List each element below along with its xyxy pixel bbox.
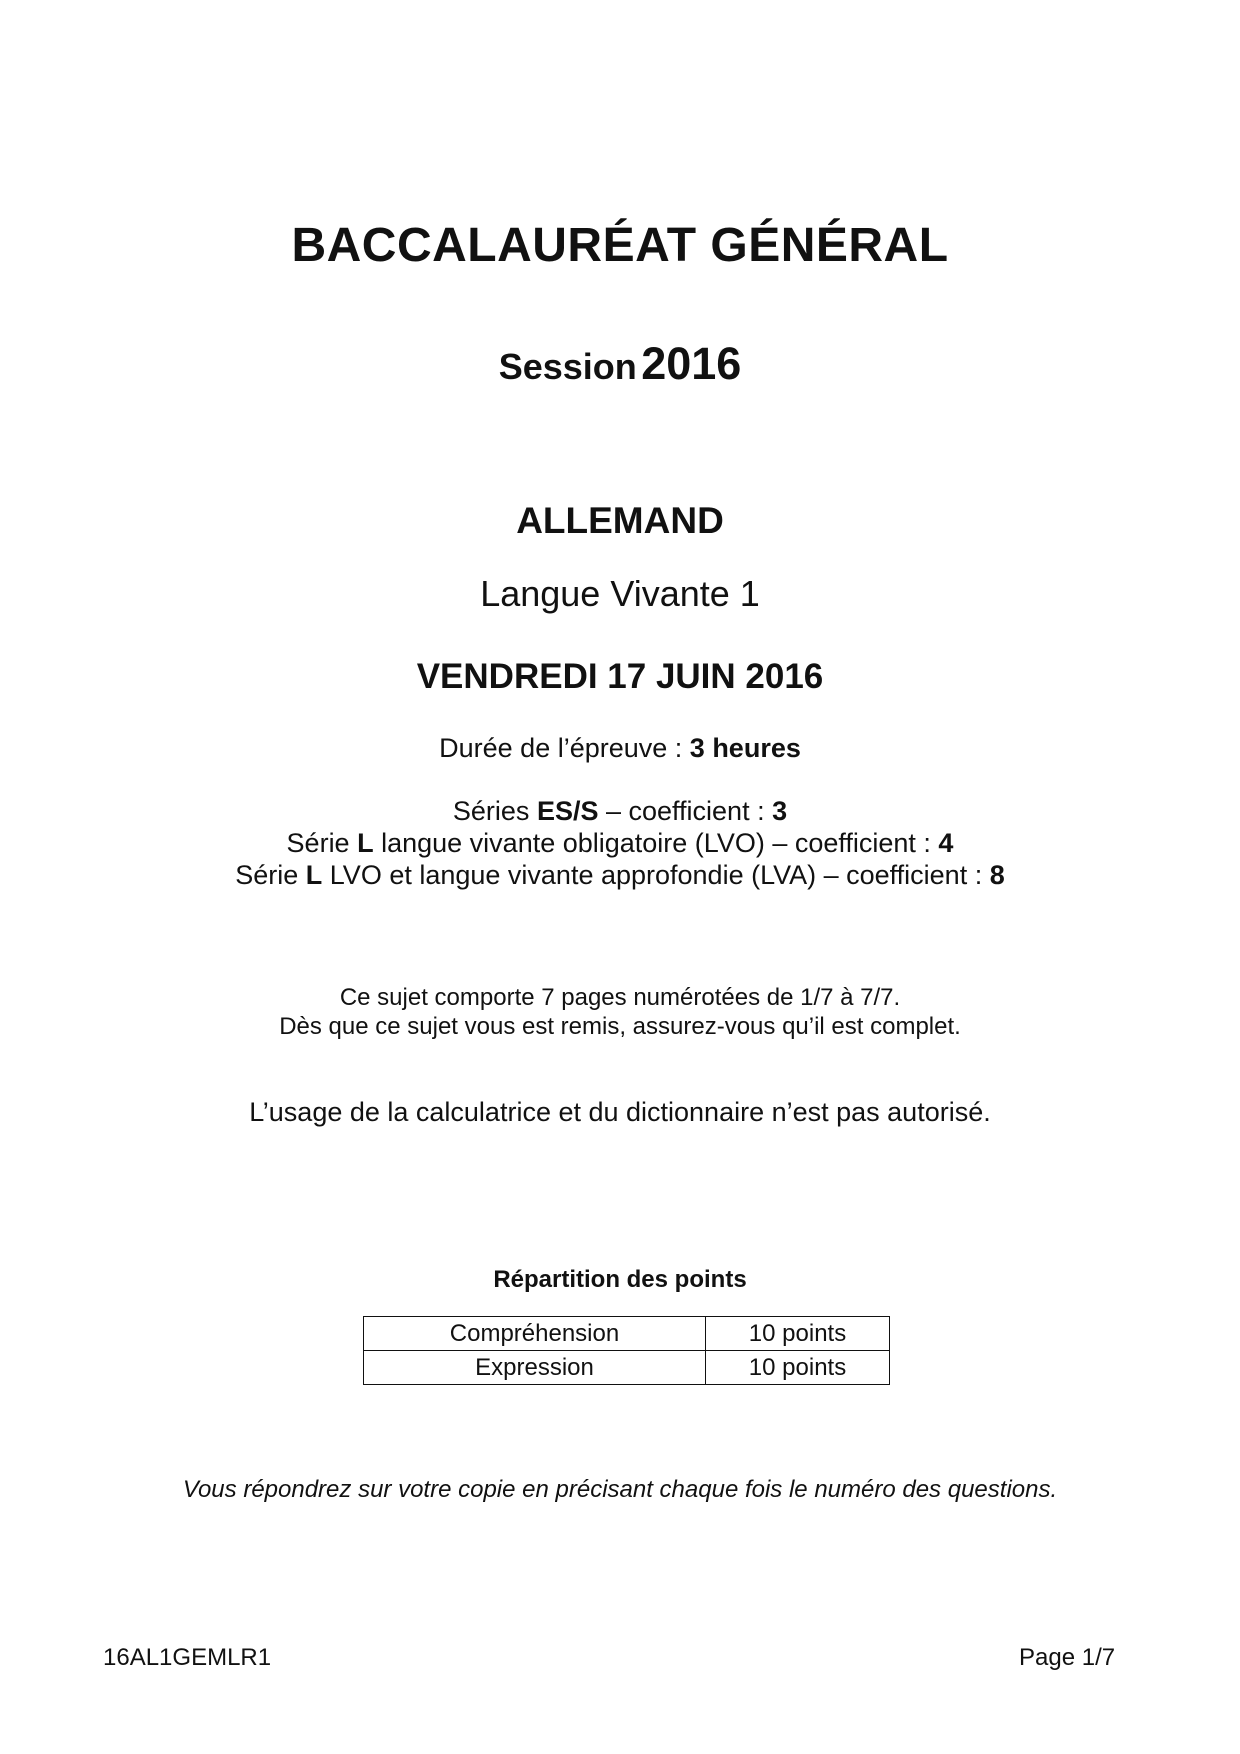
series-line — [0, 827, 1240, 859]
series-coefficient: 8 — [989, 860, 1005, 890]
duration-line — [0, 733, 1240, 764]
calculator-notice: L’usage de la calculatrice et du dictionnaire n’est pas autorisé. — [249, 1097, 991, 1127]
session-label: Session — [498, 346, 637, 387]
exam-date: VENDREDI 17 JUIN 2016 — [416, 657, 824, 696]
series-name: L — [357, 828, 374, 858]
table-row — [364, 1351, 890, 1385]
subject-name: ALLEMAND — [516, 500, 724, 541]
session-line — [0, 338, 1240, 390]
page-count-notice — [0, 983, 1240, 1041]
series-text: – coefficient : — [598, 796, 773, 826]
points-label: Compréhension — [364, 1317, 706, 1351]
points-value: 10 points — [706, 1317, 890, 1351]
series-prefix: Série — [286, 828, 358, 858]
series-line — [0, 859, 1240, 891]
exam-title: BACCALAURÉAT GÉNÉRAL — [291, 219, 949, 272]
page-number: Page 1/7 — [1019, 1644, 1116, 1671]
series-block — [0, 795, 1240, 891]
series-coefficient: 3 — [772, 796, 788, 826]
table-row — [364, 1317, 890, 1351]
series-name: L — [305, 860, 323, 890]
answer-instruction: Vous répondrez sur votre copie en précisant chaque fois le numéro des questions. — [182, 1476, 1058, 1503]
series-prefix: Série — [235, 860, 306, 890]
points-label: Expression — [364, 1351, 706, 1385]
series-text: LVO et langue vivante approfondie (LVA) – coefficient : — [322, 860, 990, 890]
duration-value: 3 heures — [689, 733, 801, 763]
subject-level: Langue Vivante 1 — [480, 573, 760, 614]
points-table — [363, 1316, 890, 1385]
duration-label: Durée de l’épreuve : — [439, 733, 690, 763]
page-count-text: Ce sujet comporte 7 pages numérotées de 1/7 à 7/7. — [339, 984, 901, 1011]
series-text: langue vivante obligatoire (LVO) – coefficient : — [373, 828, 939, 858]
session-year: 2016 — [641, 338, 742, 389]
points-value: 10 points — [706, 1351, 890, 1385]
points-title: Répartition des points — [493, 1266, 747, 1293]
completeness-text: Dès que ce sujet vous est remis, assurez-vous qu’il est complet. — [279, 1013, 961, 1040]
series-name: ES/S — [536, 796, 599, 826]
series-line — [0, 795, 1240, 827]
subject-code: 16AL1GEMLR1 — [103, 1644, 272, 1671]
series-prefix: Séries — [452, 796, 537, 826]
series-coefficient: 4 — [938, 828, 954, 858]
